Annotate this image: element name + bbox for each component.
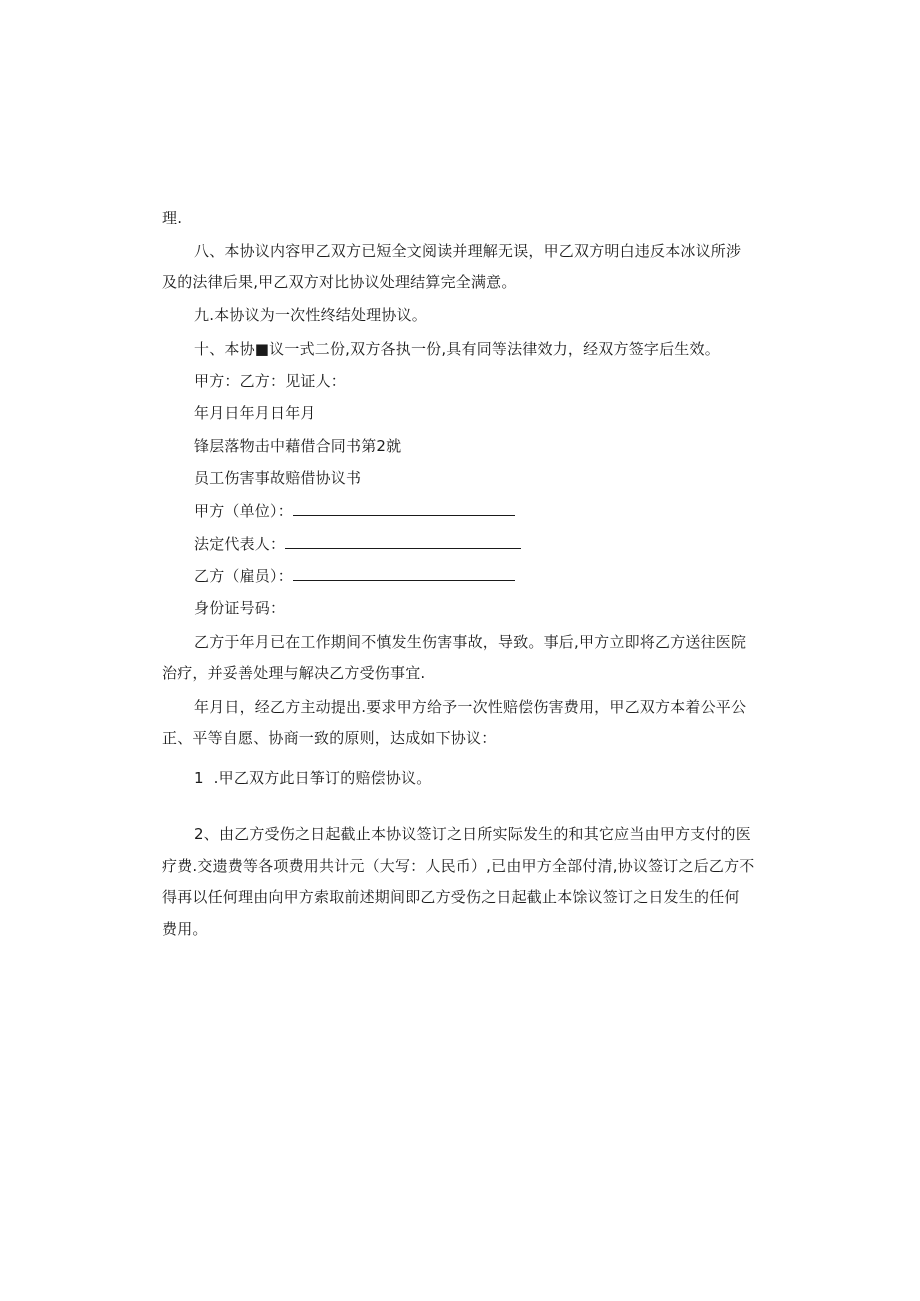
clause-9: 九.本协议为一次性终结处理协议。 [194,306,427,324]
item-2-line-1: 2、由乙方受伤之日起截止本协议签订之日所实际发生的和其它应当由甲方支付的医 [194,825,751,843]
legal-rep-blank [285,534,521,549]
party-b-blank [293,566,515,581]
id-number-label: 身份证号码： [194,599,286,617]
party-a-blank [293,501,515,516]
incident-line-1: 乙方于年月已在工作期间不慎发生伤害事故，导致。事后,甲方立即将乙方送往医院 [194,633,747,651]
agreement-intro-line-2: 正、平等自愿、协商一致的原则，达成如下协议： [162,729,497,747]
legal-rep-label: 法定代表人： [194,535,286,553]
text-line: 理. [162,209,183,227]
signature-parties: 甲方：乙方：见证人： [194,372,347,390]
party-a-field [194,501,515,521]
clause-8-line-1: 八、本协议内容甲乙双方已短全文阅读并理解无误，甲乙双方明白违反本冰议所涉 [194,242,742,260]
document-heading-2: 员工伤害事故赔借协议书 [194,469,362,487]
legal-rep-field [194,534,521,554]
party-a-label: 甲方（单位）： [194,502,293,520]
clause-10: 十、本协■议一式二份,双方各执一份,具有同等法律效力，经双方签字后生效。 [194,340,720,358]
party-b-field [194,566,515,586]
signature-dates: 年月日年月日年月 [194,404,316,422]
item-2-line-2: 疗费.交遗费等各项费用共计元（大写：人民币）,已由甲方全部付清,协议签订之后乙方不 [162,857,755,875]
item-1: 1 .甲乙双方此日筝订的赔偿协议。 [194,769,432,787]
document-heading-1: 锋层落物击中藉借合同书第2就 [194,437,402,455]
incident-line-2: 治疗，并妥善处理与解决乙方受伤事宜. [162,664,426,682]
item-2-line-3: 得再以任何理由向甲方索取前述期间即乙方受伤之日起截止本馀议签订之日发生的任何 [162,888,740,906]
party-b-label: 乙方（雇员）： [194,567,293,585]
item-2-line-4: 费用。 [162,920,208,938]
agreement-intro-line-1: 年月日，经乙方主动提出.要求甲方给予一次性赔偿伤害费用，甲乙双方本着公平公 [194,698,747,716]
clause-8-line-2: 及的法律后果,甲乙双方对比协议处理结算完全满意。 [162,273,517,291]
